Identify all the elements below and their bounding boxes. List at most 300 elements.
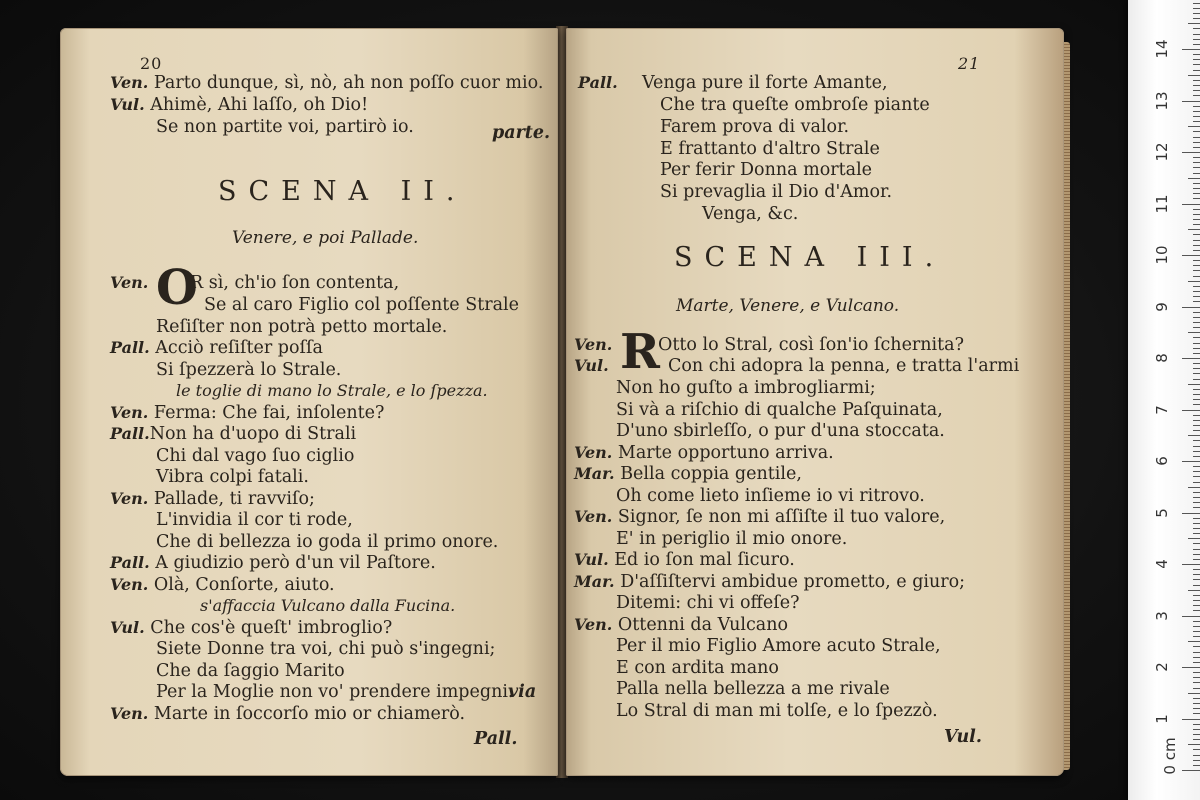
text-line xyxy=(156,660,345,682)
ruler-tick xyxy=(1193,173,1200,174)
line-text: Per il mio Figlio Amore acuto Strale, xyxy=(616,636,941,656)
ruler-tick xyxy=(1193,291,1200,292)
ruler-label: 1 xyxy=(1153,713,1171,724)
ruler-tick xyxy=(1193,240,1200,241)
line-text: Lo Stral di man mi tolſe, e lo ſpezzò. xyxy=(616,701,938,721)
drop-cap: O xyxy=(156,260,198,316)
ruler-tick xyxy=(1193,574,1200,575)
right-page xyxy=(566,28,1064,776)
ruler-tick xyxy=(1193,95,1200,96)
line-text: Parto dunque, sì, nò, ah non poſſo cuor mio. xyxy=(153,73,544,93)
exit-note: parte. xyxy=(492,123,551,143)
ruler-tick xyxy=(1193,224,1200,225)
text-line xyxy=(110,617,392,639)
ruler-tick xyxy=(1193,502,1200,503)
line-text: Si ſpezzerà lo Strale. xyxy=(156,360,342,380)
ruler-tick xyxy=(1182,152,1200,153)
line-text: Con chi adopra la penna, e tratta l'armi xyxy=(668,356,1020,376)
ruler-tick xyxy=(1193,379,1200,380)
line-text: Bella coppia gentile, xyxy=(620,464,802,484)
ruler-tick xyxy=(1193,265,1200,266)
speaker-label: Pall. xyxy=(110,553,150,572)
ruler-tick xyxy=(1193,451,1200,452)
ruler-tick xyxy=(1182,513,1200,514)
ruler-label: 4 xyxy=(1153,559,1171,569)
ruler-tick xyxy=(1193,147,1200,148)
text-line xyxy=(574,355,609,377)
left-page xyxy=(60,28,558,776)
catchword: Pall. xyxy=(474,729,518,749)
exit-note: via xyxy=(508,682,537,702)
ruler-tick xyxy=(1193,70,1200,71)
ruler-tick xyxy=(1182,49,1200,50)
speaker-label: Ven. xyxy=(574,615,613,634)
ruler-tick xyxy=(1188,693,1200,694)
scene-title: SCENA III. xyxy=(674,242,946,273)
ruler-tick xyxy=(1193,595,1200,596)
right-page-number: 21 xyxy=(958,54,981,73)
line-text: Venga pure il forte Amante, xyxy=(642,73,888,93)
ruler-tick xyxy=(1193,368,1200,369)
ruler-tick xyxy=(1193,708,1200,709)
line-text: Ditemi: chi vi offeſe? xyxy=(616,593,800,613)
ruler-label: 14 xyxy=(1153,39,1171,59)
ruler-tick xyxy=(1193,234,1200,235)
ruler-tick xyxy=(1193,440,1200,441)
ruler-tick xyxy=(1193,337,1200,338)
drop-cap: R xyxy=(620,324,660,380)
line-text: Acciò reſiſter poſſa xyxy=(155,338,323,358)
text-line xyxy=(190,272,399,294)
speaker-label: Vul. xyxy=(110,618,145,637)
ruler-tick xyxy=(1193,610,1200,611)
ruler-tick xyxy=(1188,126,1200,127)
ruler-tick xyxy=(1193,245,1200,246)
ruler-tick xyxy=(1193,260,1200,261)
ruler-tick xyxy=(1193,482,1200,483)
text-line xyxy=(156,359,341,381)
ruler-tick xyxy=(1188,229,1200,230)
line-text: E frattanto d'altro Strale xyxy=(660,139,880,159)
ruler-tick xyxy=(1193,39,1200,40)
line-text: Si prevaglia il Dio d'Amor. xyxy=(660,182,893,202)
ruler-tick xyxy=(1182,461,1200,462)
line-text: Se non partite voi, partirò io. xyxy=(156,117,414,137)
ruler-tick xyxy=(1193,121,1200,122)
ruler-tick xyxy=(1193,672,1200,673)
line-text: Marte in ſoccorſo mio or chiamerò. xyxy=(153,704,466,724)
ruler-tick xyxy=(1188,281,1200,282)
text-line xyxy=(156,116,414,138)
text-line xyxy=(156,531,498,553)
line-text: Che tra queſte ombroſe piante xyxy=(660,95,930,115)
ruler-tick xyxy=(1193,348,1200,349)
ruler-tick xyxy=(1182,204,1200,205)
ruler-label: 2 xyxy=(1153,662,1171,672)
speaker-label: Mar. xyxy=(574,572,615,591)
ruler-tick xyxy=(1193,456,1200,457)
text-line xyxy=(616,700,938,722)
line-text: Ed io ſon mal ſicuro. xyxy=(614,550,795,570)
speaker-label: Ven. xyxy=(110,489,149,508)
ruler-tick xyxy=(1182,358,1200,359)
ruler-tick xyxy=(1182,101,1200,102)
scene-subtitle: Venere, e poi Pallade. xyxy=(232,228,419,248)
line-text: Se al caro Figlio col poſſente Strale xyxy=(204,295,519,315)
line-text: Ahimè, Ahi laſſo, oh Dio! xyxy=(150,95,369,115)
ruler-tick xyxy=(1193,219,1200,220)
ruler-tick xyxy=(1193,116,1200,117)
ruler-tick xyxy=(1193,13,1200,14)
text-line xyxy=(156,445,354,467)
ruler-tick xyxy=(1182,770,1200,771)
ruler-tick xyxy=(1182,667,1200,668)
line-text: E con ardita mano xyxy=(616,658,779,678)
ruler-tick xyxy=(1188,590,1200,591)
ruler-tick xyxy=(1193,183,1200,184)
scene-subtitle: Marte, Venere, e Vulcano. xyxy=(676,296,900,316)
line-text: Marte opportuno arriva. xyxy=(617,443,834,463)
text-line xyxy=(616,592,800,614)
ruler-label: 10 xyxy=(1153,245,1171,265)
text-line xyxy=(156,638,495,660)
speaker-label: Ven. xyxy=(574,507,613,526)
ruler-tick xyxy=(1188,435,1200,436)
speaker-label: Pall. xyxy=(110,424,150,443)
ruler-tick xyxy=(1193,569,1200,570)
ruler-tick xyxy=(1193,85,1200,86)
line-text: Pallade, ti ravviſo; xyxy=(153,489,315,509)
text-line xyxy=(616,377,876,399)
ruler-label: 9 xyxy=(1153,301,1171,312)
line-text: Olà, Conſorte, aiuto. xyxy=(153,575,335,595)
text-line xyxy=(110,552,436,574)
ruler-label: 11 xyxy=(1153,193,1171,214)
ruler-tick xyxy=(1193,162,1200,163)
ruler-tick xyxy=(1188,641,1200,642)
speaker-label: Vul. xyxy=(574,550,609,569)
ruler-tick xyxy=(1193,760,1200,761)
ruler-tick xyxy=(1193,600,1200,601)
ruler-tick xyxy=(1193,528,1200,529)
ruler-tick xyxy=(1193,430,1200,431)
ruler-tick xyxy=(1193,167,1200,168)
text-line xyxy=(616,678,890,700)
ruler-tick xyxy=(1193,657,1200,658)
text-line xyxy=(204,294,519,316)
ruler-tick xyxy=(1193,322,1200,323)
text-line xyxy=(110,488,315,510)
text-line xyxy=(110,337,323,359)
ruler-tick xyxy=(1193,497,1200,498)
ruler-tick xyxy=(1188,487,1200,488)
ruler-tick xyxy=(1193,8,1200,9)
ruler-tick xyxy=(1188,75,1200,76)
ruler-tick xyxy=(1193,296,1200,297)
ruler-tick xyxy=(1193,312,1200,313)
text-line xyxy=(156,466,309,488)
line-text: D'uno sbirleſſo, o pur d'una stoccata. xyxy=(616,421,945,441)
ruler-tick xyxy=(1193,739,1200,740)
ruler-tick xyxy=(1193,343,1200,344)
ruler-tick xyxy=(1193,80,1200,81)
speaker-label: Pall. xyxy=(578,73,618,92)
ruler-tick xyxy=(1193,44,1200,45)
text-line xyxy=(156,316,447,338)
ruler-tick xyxy=(1193,533,1200,534)
ruler-tick xyxy=(1188,384,1200,385)
text-line xyxy=(574,614,788,636)
ruler-label: 8 xyxy=(1153,353,1171,363)
ruler-tick xyxy=(1188,538,1200,539)
speaker-label: Mar. xyxy=(574,464,615,483)
text-line xyxy=(110,574,335,596)
speaker-label: Pall. xyxy=(110,338,150,357)
ruler-tick xyxy=(1182,719,1200,720)
ruler-tick xyxy=(1193,621,1200,622)
ruler-tick xyxy=(1193,286,1200,287)
line-text: Siete Donne tra voi, chi può s'ingegni; xyxy=(156,639,496,659)
line-text: Non ha d'uopo di Strali xyxy=(149,424,357,444)
line-text: Che da ſaggio Marito xyxy=(156,661,345,681)
text-line xyxy=(578,72,618,94)
text-line xyxy=(668,355,1019,377)
line-text: Che cos'è queſt' imbroglio? xyxy=(150,618,393,638)
ruler-tick xyxy=(1193,90,1200,91)
line-text: Non ho guſto a imbrogliarmi; xyxy=(616,378,876,398)
text-line xyxy=(616,528,847,550)
line-text: Otto lo Stral, così ſon'io ſchernita? xyxy=(658,335,965,355)
line-text: Venga, &c. xyxy=(702,204,799,224)
ruler-tick xyxy=(1193,327,1200,328)
ruler-tick xyxy=(1188,23,1200,24)
open-book xyxy=(60,20,1070,780)
text-line xyxy=(616,635,941,657)
line-text: Si và a riſchio di qualche Paſquinata, xyxy=(616,400,943,420)
ruler-tick xyxy=(1193,605,1200,606)
ruler-tick xyxy=(1193,549,1200,550)
catchword: Vul. xyxy=(944,727,982,747)
ruler-tick xyxy=(1182,616,1200,617)
ruler-label: 7 xyxy=(1153,404,1171,415)
line-text: Palla nella bellezza a me rivale xyxy=(616,679,890,699)
line-text: Ottenni da Vulcano xyxy=(617,615,789,635)
page-edge xyxy=(1064,42,1070,770)
ruler-tick xyxy=(1193,142,1200,143)
speaker-label: Ven. xyxy=(574,335,613,354)
text-line xyxy=(110,423,356,445)
speaker-label: Ven. xyxy=(110,575,149,594)
text-line xyxy=(156,681,514,703)
ruler-tick xyxy=(1193,466,1200,467)
ruler-tick xyxy=(1193,317,1200,318)
ruler-tick xyxy=(1193,755,1200,756)
ruler-tick xyxy=(1193,585,1200,586)
ruler-tick xyxy=(1193,353,1200,354)
text-line xyxy=(110,703,465,725)
text-line xyxy=(616,657,779,679)
speaker-label: Vul. xyxy=(110,95,145,114)
ruler-tick xyxy=(1193,18,1200,19)
ruler-tick xyxy=(1193,276,1200,277)
ruler-tick xyxy=(1193,131,1200,132)
speaker-label: Ven. xyxy=(110,403,149,422)
ruler-tick xyxy=(1193,682,1200,683)
ruler-tick xyxy=(1193,523,1200,524)
ruler-tick xyxy=(1182,255,1200,256)
text-line xyxy=(110,94,368,116)
ruler-tick xyxy=(1193,646,1200,647)
ruler-tick xyxy=(1193,106,1200,107)
ruler-tick xyxy=(1188,332,1200,333)
text-line xyxy=(574,549,795,571)
ruler-tick xyxy=(1193,554,1200,555)
ruler-tick xyxy=(1193,631,1200,632)
ruler-tick xyxy=(1193,749,1200,750)
ruler-tick xyxy=(1193,518,1200,519)
ruler-tick xyxy=(1193,415,1200,416)
text-line xyxy=(616,399,943,421)
scene-title: SCENA II. xyxy=(218,176,467,207)
speaker-label: Ven. xyxy=(110,704,149,723)
ruler-tick xyxy=(1193,652,1200,653)
ruler-tick xyxy=(1193,579,1200,580)
ruler-tick xyxy=(1193,507,1200,508)
line-text: Reſiſter non potrà petto mortale. xyxy=(156,317,448,337)
speaker-label: Ven. xyxy=(110,273,149,292)
ruler-label: 3 xyxy=(1153,610,1171,621)
ruler-tick xyxy=(1193,446,1200,447)
ruler-tick xyxy=(1193,425,1200,426)
text-line xyxy=(642,72,888,94)
ruler-tick xyxy=(1193,559,1200,560)
text-line xyxy=(156,509,353,531)
ruler-tick xyxy=(1193,729,1200,730)
ruler-tick xyxy=(1193,34,1200,35)
ruler-label: 5 xyxy=(1153,507,1171,518)
line-text: A giudizio però d'un vil Paſtore. xyxy=(155,553,436,573)
line-text: L'invidia il cor ti rode, xyxy=(156,510,353,530)
ruler-tick xyxy=(1188,178,1200,179)
ruler-tick xyxy=(1193,703,1200,704)
ruler-tick xyxy=(1193,399,1200,400)
text-line xyxy=(110,272,148,294)
ruler-tick xyxy=(1193,157,1200,158)
text-line xyxy=(616,485,925,507)
ruler-tick xyxy=(1193,677,1200,678)
text-line xyxy=(660,138,880,160)
ruler-tick xyxy=(1193,724,1200,725)
measuring-ruler xyxy=(1128,0,1200,800)
ruler-tick xyxy=(1193,209,1200,210)
ruler-tick xyxy=(1193,404,1200,405)
text-line xyxy=(110,402,384,424)
ruler-tick xyxy=(1193,688,1200,689)
line-text: Vibra colpi fatali. xyxy=(156,467,309,487)
ruler-tick xyxy=(1182,410,1200,411)
ruler-tick xyxy=(1193,64,1200,65)
line-text: Che di bellezza io goda il primo onore. xyxy=(156,532,499,552)
ruler-tick xyxy=(1193,476,1200,477)
ruler-tick xyxy=(1193,193,1200,194)
ruler-tick xyxy=(1193,270,1200,271)
speaker-label: Ven. xyxy=(574,443,613,462)
text-line xyxy=(660,181,892,203)
line-text: E' in periglio il mio onore. xyxy=(616,529,848,549)
ruler-tick xyxy=(1193,471,1200,472)
line-text: Oh come lieto inſieme io vi ritrovo. xyxy=(616,486,925,506)
ruler-tick xyxy=(1193,492,1200,493)
ruler-label: 6 xyxy=(1153,456,1171,466)
line-text: Signor, ſe non mi aſſiſte il tuo valore, xyxy=(617,507,946,527)
ruler-tick xyxy=(1193,198,1200,199)
ruler-tick xyxy=(1182,307,1200,308)
ruler-tick xyxy=(1193,713,1200,714)
line-text: Per la Moglie non vo' prendere impegni. xyxy=(156,682,514,702)
text-line xyxy=(574,334,612,356)
text-line xyxy=(110,72,543,94)
ruler-tick xyxy=(1193,636,1200,637)
ruler-tick xyxy=(1193,28,1200,29)
ruler-label: 13 xyxy=(1153,90,1171,111)
ruler-tick xyxy=(1193,420,1200,421)
line-text: Ferma: Che fai, inſolente? xyxy=(153,403,385,423)
ruler-tick xyxy=(1193,662,1200,663)
ruler-tick xyxy=(1193,54,1200,55)
ruler-label: 0 cm xyxy=(1161,737,1179,775)
text-line xyxy=(658,334,964,356)
line-text: D'aſſiſtervi ambidue prometto, e giuro; xyxy=(620,572,966,592)
text-line xyxy=(574,463,802,485)
ruler-tick xyxy=(1193,188,1200,189)
line-text: Chi dal vago ſuo ciglio xyxy=(156,446,355,466)
ruler-tick xyxy=(1193,137,1200,138)
text-line xyxy=(660,116,849,138)
line-text: R sì, ch'io ſon contenta, xyxy=(190,273,400,293)
text-line xyxy=(660,159,872,181)
ruler-tick xyxy=(1193,250,1200,251)
ruler-tick xyxy=(1193,765,1200,766)
left-page-number: 20 xyxy=(140,54,163,73)
ruler-tick xyxy=(1193,301,1200,302)
ruler-tick xyxy=(1193,394,1200,395)
ruler-tick xyxy=(1193,363,1200,364)
ruler-tick xyxy=(1193,59,1200,60)
stage-direction: s'affaccia Vulcano dalla Fucina. xyxy=(200,596,456,615)
ruler-label: 12 xyxy=(1153,142,1171,162)
line-text: Per ferir Donna mortale xyxy=(660,160,873,180)
ruler-tick xyxy=(1193,111,1200,112)
ruler-tick xyxy=(1193,373,1200,374)
text-line xyxy=(574,442,834,464)
text-line xyxy=(616,420,945,442)
ruler-tick xyxy=(1193,389,1200,390)
stage-direction: le toglie di mano lo Strale, e lo ſpezza. xyxy=(176,381,488,400)
ruler-tick xyxy=(1182,564,1200,565)
text-line xyxy=(574,506,945,528)
ruler-tick xyxy=(1193,543,1200,544)
text-line xyxy=(574,571,965,593)
ruler-tick xyxy=(1193,214,1200,215)
speaker-label: Ven. xyxy=(110,73,149,92)
ruler-tick xyxy=(1193,734,1200,735)
ruler-tick xyxy=(1188,744,1200,745)
ruler-tick xyxy=(1193,626,1200,627)
text-line xyxy=(660,94,930,116)
ruler-tick xyxy=(1193,3,1200,4)
ruler-tick xyxy=(1193,698,1200,699)
text-line xyxy=(702,203,798,225)
